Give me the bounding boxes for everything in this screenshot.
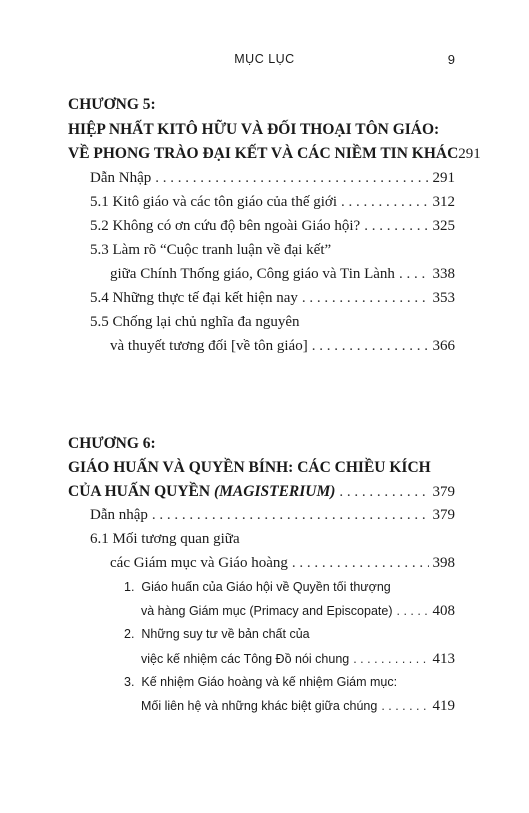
- toc-entry-page: 379: [432, 507, 455, 523]
- leader-dots: [155, 170, 428, 187]
- toc-entry-page: 419: [432, 698, 455, 714]
- toc-subentry: [141, 698, 455, 715]
- toc-entry: [90, 170, 455, 187]
- chapter5-title-page: 291: [458, 146, 481, 162]
- chapter5-title-line2: VỀ PHONG TRÀO ĐẠI KẾT VÀ CÁC NIỀM TIN KHÁC: [68, 145, 459, 162]
- chapter6-title-page: 379: [432, 484, 455, 500]
- leader-dots: [312, 338, 429, 355]
- toc-entry-page: 398: [432, 555, 455, 571]
- toc-entry-page: 353: [432, 290, 455, 306]
- toc-entry-text: 5.1 Kitô giáo và các tôn giáo của thế giới: [90, 194, 338, 210]
- leader-dots: [341, 194, 428, 211]
- chapter6-title-entry: [68, 483, 455, 501]
- leader-dots: [399, 266, 429, 283]
- subentry-number: 1.: [124, 580, 135, 594]
- toc-subentry-line1: [124, 675, 397, 689]
- subentry-text-cont: Mối liên hệ và những khác biệt giữa chúng: [141, 699, 378, 713]
- chapter5-title-entry: [68, 145, 481, 163]
- toc-subentry: [141, 603, 455, 620]
- toc-entry: [90, 507, 455, 524]
- leader-dots: [292, 555, 429, 572]
- toc-entry-page: 325: [432, 218, 455, 234]
- toc-entry-page: 408: [432, 603, 455, 619]
- toc-entry-page: 291: [432, 170, 455, 186]
- toc-subentry-line1: [124, 580, 391, 594]
- toc-entry: [110, 266, 455, 283]
- toc-entry: [110, 338, 455, 355]
- toc-subentry-line1: [124, 627, 310, 641]
- chapter6-title-line2: [68, 483, 335, 501]
- toc-entry-text: 5.3 Làm rõ “Cuộc tranh luận về đại kết”: [90, 242, 332, 258]
- leader-dots: [364, 218, 428, 235]
- toc-entry-page: 338: [432, 266, 455, 282]
- chapter6-label: CHƯƠNG 6:: [68, 435, 156, 452]
- running-head: MỤC LỤC: [234, 52, 295, 66]
- leader-dots: [397, 604, 429, 618]
- toc-entry-text: Dẫn nhập: [90, 507, 148, 523]
- toc-entry-text-cont: và thuyết tương đối [về tôn giáo]: [110, 338, 308, 354]
- toc-entry: [90, 194, 455, 211]
- subentry-text: Giáo huấn của Giáo hội về Quyền tối thượng: [141, 580, 391, 594]
- leader-dots: [353, 652, 428, 666]
- toc-entry-text: 5.2 Không có ơn cứu độ bên ngoài Giáo hội?: [90, 218, 361, 234]
- chapter6-title-line2-italic: (MAGISTERIUM): [213, 483, 336, 500]
- subentry-number: 2.: [124, 627, 135, 641]
- toc-entry-page: 413: [432, 651, 455, 667]
- chapter5-label: CHƯƠNG 5:: [68, 96, 156, 113]
- chapter6-title-line1: GIÁO HUẤN VÀ QUYỀN BÍNH: CÁC CHIỀU KÍCH: [68, 459, 431, 476]
- subentry-number: 3.: [124, 675, 135, 689]
- toc-entry-text: 6.1 Mối tương quan giữa: [90, 531, 240, 547]
- chapter5-title-line1: HIỆP NHẤT KITÔ HỮU VÀ ĐỐI THOẠI TÔN GIÁO:: [68, 121, 440, 138]
- toc-entry-text: Dẫn Nhập: [90, 170, 152, 186]
- toc-entry-text-cont: các Giám mục và Giáo hoàng: [110, 555, 288, 571]
- toc-entry-text-cont: giữa Chính Thống giáo, Công giáo và Tin Lành: [110, 266, 395, 282]
- toc-entry: [90, 218, 455, 235]
- toc-entry: [90, 290, 455, 307]
- toc-entry-page: 312: [432, 194, 455, 210]
- leader-dots: [339, 484, 428, 501]
- toc-entry-page: 366: [432, 338, 455, 354]
- subentry-text-cont: việc kế nhiệm các Tông Đồ nói chung: [141, 652, 350, 666]
- page-number: 9: [447, 52, 455, 67]
- toc-entry-text: 5.5 Chống lại chủ nghĩa đa nguyên: [90, 314, 300, 330]
- subentry-text: Kế nhiệm Giáo hoàng và kế nhiệm Giám mục:: [141, 675, 398, 689]
- leader-dots: [381, 699, 428, 713]
- toc-subentry: [141, 651, 455, 668]
- subentry-text-cont: và hàng Giám mục (Primacy and Episcopate): [141, 604, 393, 618]
- subentry-text: Những suy tư về bản chất của: [141, 627, 310, 641]
- leader-dots: [152, 507, 429, 524]
- chapter6-title-line2-part1: CỦA HUẤN QUYỀN: [68, 483, 214, 500]
- leader-dots: [302, 290, 429, 307]
- toc-entry-text: 5.4 Những thực tế đại kết hiện nay: [90, 290, 298, 306]
- toc-entry: [110, 555, 455, 572]
